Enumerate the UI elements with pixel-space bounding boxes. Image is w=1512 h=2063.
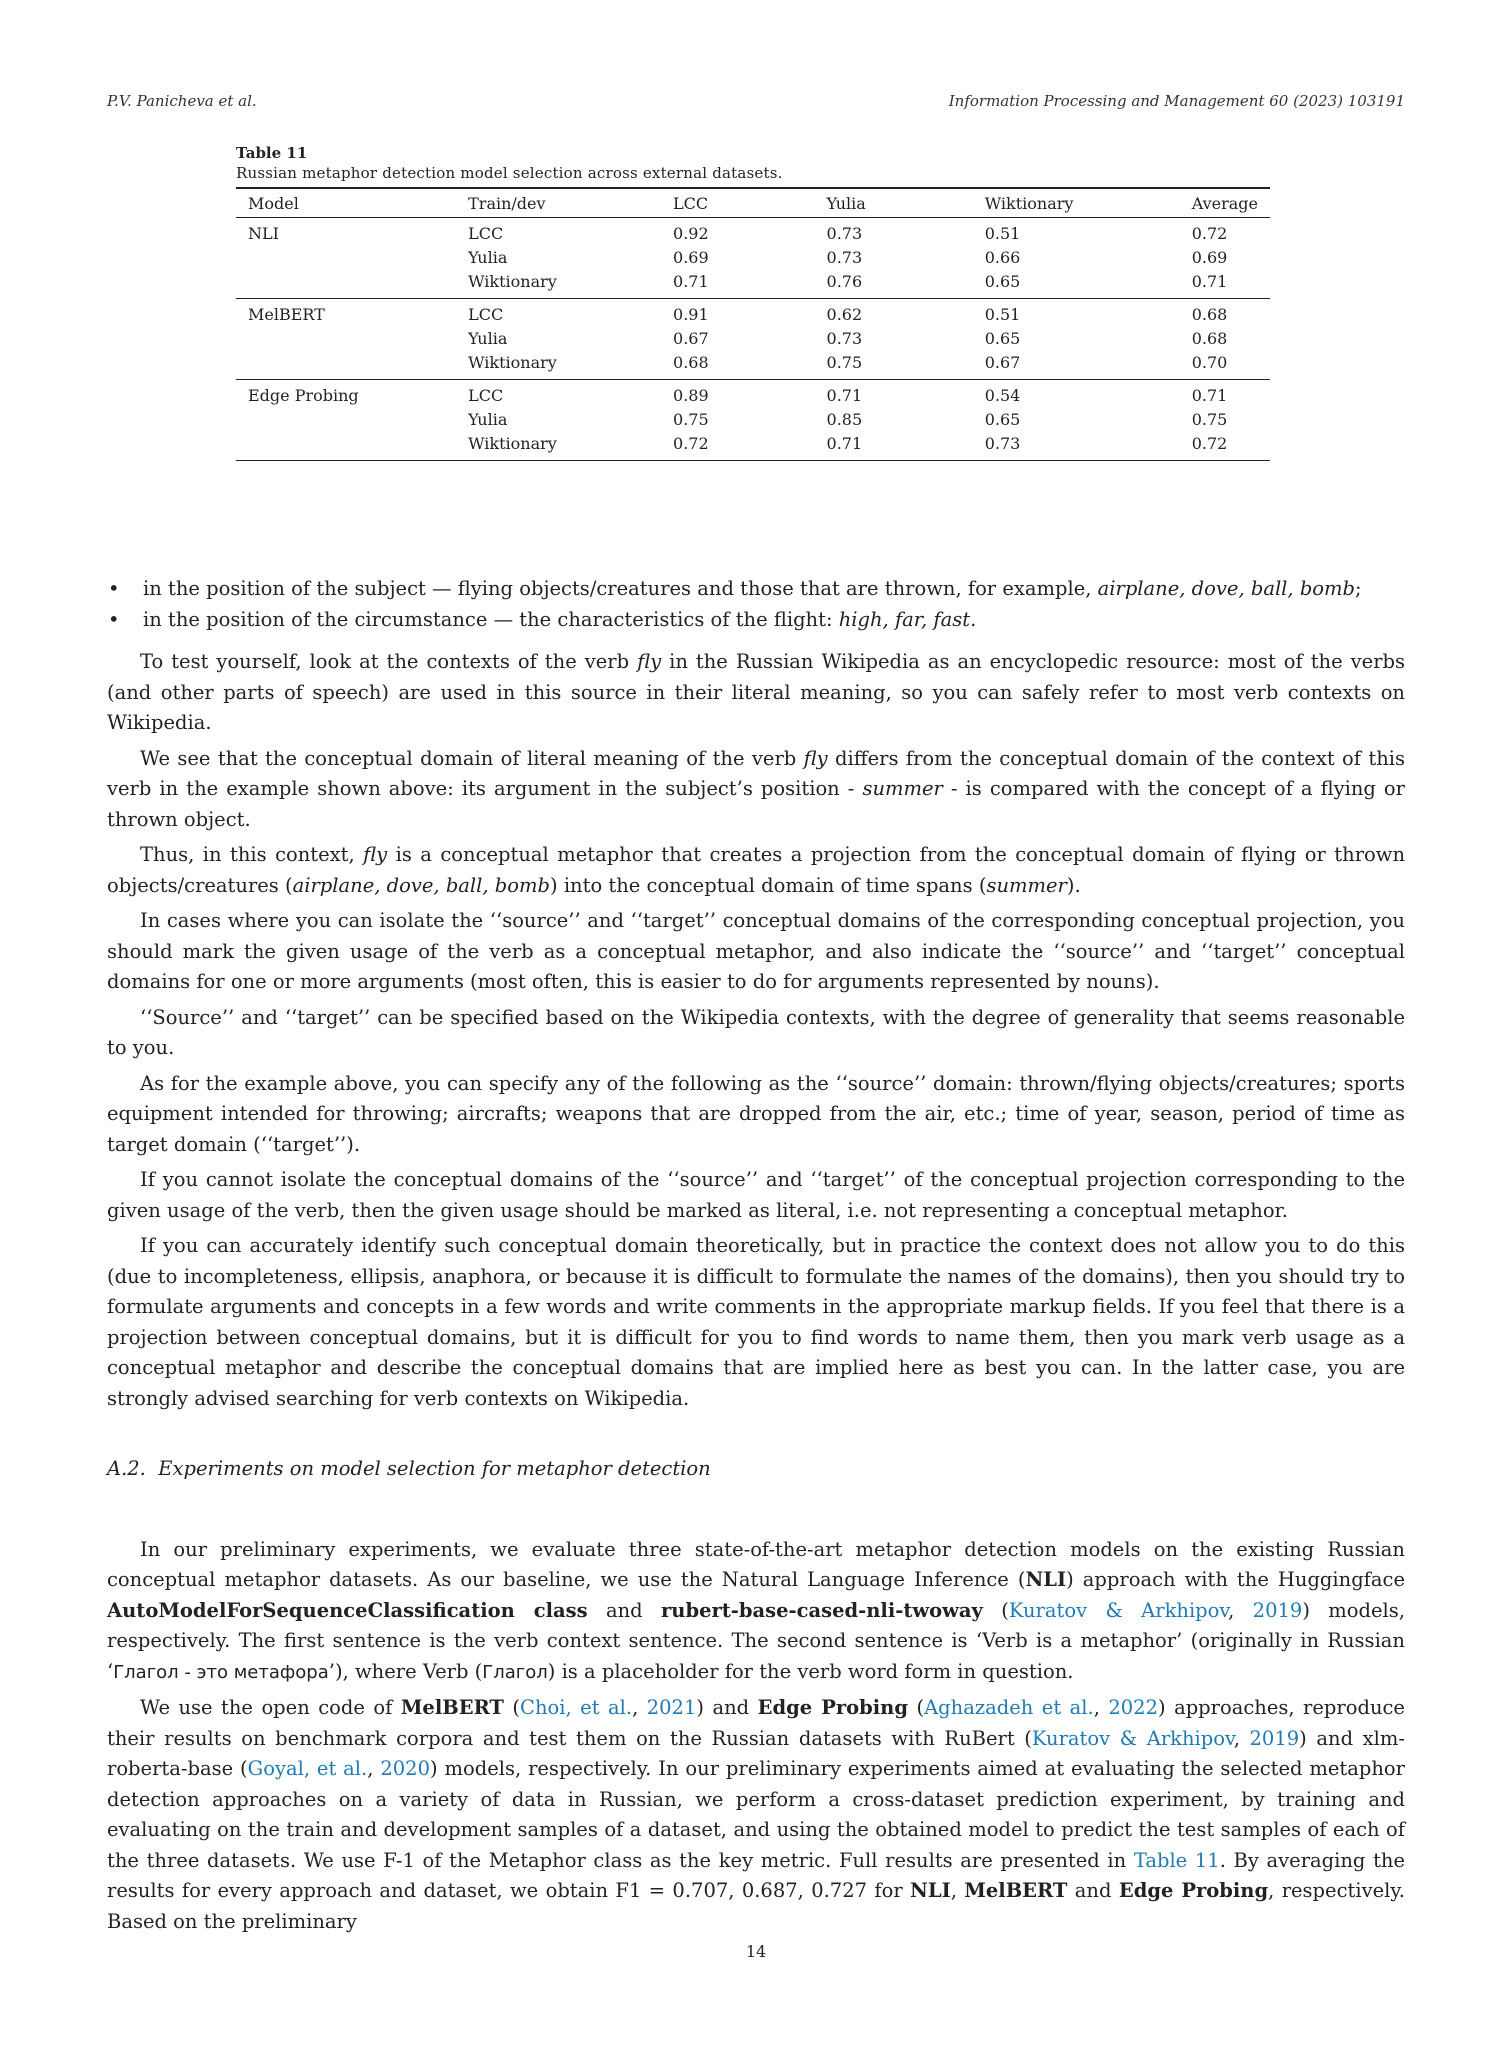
- text-run: ,: [1233, 1726, 1250, 1750]
- table-cell: Wiktionary: [468, 353, 557, 372]
- list-item: [107, 574, 1405, 605]
- text-emphasis: fly: [637, 650, 662, 673]
- text-run: ) models, respectively. In our preliminary experiments aimed at evaluating the selected metaphor detection approaches on a variety of data in Russian, we perform a cross-dataset prediction experiment, by training and evaluating on the train and development samples of a dataset, and using the obtained model to predict the test samples of each of the three datasets. We use F-1 of the Metaphor class as the key metric. Full results are presented in: [107, 1757, 1405, 1872]
- table-cell: LCC: [468, 386, 504, 405]
- column-header: Average: [1191, 194, 1258, 213]
- text-run: ,: [367, 1757, 381, 1780]
- paragraph-literal: If you cannot isolate the conceptual domains of the ‘‘source’’ and ‘‘target’’ of the conceptual projection corresponding to the given usage of the verb, then the given usage should be marked as literal, i.e. not representing a conceptual metaphor.: [107, 1168, 1405, 1222]
- text-bold: AutoModelForSequenceClassification class: [107, 1598, 588, 1622]
- table-reference-link[interactable]: Table 11: [1133, 1848, 1220, 1872]
- table-label: Table 11: [236, 144, 308, 162]
- section-number: A.2.: [107, 1457, 146, 1480]
- paragraph-isolate: In cases where you can isolate the ‘‘source’’ and ‘‘target’’ conceptual domains of the corresponding conceptual projection, you should mark the given usage of the verb as a conceptual metaphor, and also indicate the ‘‘source’’ and ‘‘target’’ conceptual domains for one or more arguments (most often, this is easier to do for arguments represented by nouns).: [107, 909, 1405, 993]
- text-run: ) into the conceptual domain of time spans (: [550, 873, 987, 897]
- text-run: We see that the conceptual domain of literal meaning of the verb: [140, 746, 804, 770]
- table-cell: 0.71: [1191, 272, 1228, 291]
- table-cell: 0.69: [673, 248, 709, 267]
- text-run: ,: [632, 1696, 647, 1719]
- text-bold: NLI: [1025, 1568, 1067, 1591]
- paragraph-open-code: [107, 1693, 1405, 1937]
- text-run: (: [982, 1598, 1009, 1622]
- bullet-text: in the position of the circumstance — the characteristics of the flight:: [143, 607, 839, 631]
- text-run: ) approaches, reproduce their results on benchmark corpora and test them on the Russian datasets with RuBert (: [107, 1696, 1405, 1750]
- text-run: ).: [1066, 873, 1081, 897]
- citation-link[interactable]: 2019: [1252, 1598, 1303, 1622]
- table-cell: 0.68: [1191, 305, 1228, 324]
- table-cell: 0.85: [826, 410, 863, 429]
- table-cell-model: NLI: [248, 224, 279, 243]
- table-cell: 0.65: [984, 410, 1021, 429]
- table-cell: LCC: [468, 224, 504, 243]
- table-cell: Yulia: [468, 248, 508, 267]
- table-row: [236, 380, 1270, 409]
- russian-text: Глагол - это метафора: [113, 1661, 329, 1683]
- text-bold: NLI: [910, 1879, 951, 1902]
- text-run: ’), where Verb (: [328, 1659, 483, 1683]
- text-run: ) models, respectively. The first sentence is the verb context sentence. The second sentence is ‘Verb is a metaphor’ (originally in Russian ‘: [107, 1598, 1405, 1683]
- text-run: To test yourself, look at the contexts of the verb: [140, 650, 638, 673]
- running-head: [107, 92, 1405, 110]
- text-run: - is compared with the concept of a flying or thrown object.: [107, 777, 1405, 831]
- table-caption: Russian metaphor detection model selection across external datasets.: [236, 164, 783, 182]
- column-header: Wiktionary: [984, 194, 1074, 213]
- header-journal: Information Processing and Management 60 (2023) 103191: [948, 92, 1405, 110]
- text-run: (: [908, 1696, 925, 1719]
- table-cell: 0.68: [1191, 329, 1228, 348]
- body-text: [107, 574, 1405, 1942]
- paragraph-source-target: ‘‘Source’’ and ‘‘target’’ can be specified based on the Wikipedia contexts, with the degree of generality that seems reasonable to you.: [107, 1005, 1405, 1059]
- paragraph-theoretical: If you can accurately identify such conceptual domain theoretically, but in practice the context does not allow you to do this (due to incompleteness, ellipsis, anaphora, or because it is difficult to formulate the names of the domains), then you should try to formulate arguments and concepts in a few words and write comments in the appropriate markup fields. If you feel that there is a projection between conceptual domains, but it is difficult for you to find words to name them, then you mark verb usage as a conceptual metaphor and describe the conceptual domains that are implied here as best you can. In the latter case, you are strongly advised searching for verb contexts on Wikipedia.: [107, 1234, 1405, 1410]
- table-cell-model: [236, 408, 456, 432]
- text-run: in the Russian Wikipedia as an encyclopedic resource: most of the verbs (and other parts of speech) are used in this source in their literal meaning, so you can safely refer to most verb contexts on Wikipedia.: [107, 650, 1405, 734]
- table-cell: 0.62: [826, 305, 863, 324]
- table-cell: 0.72: [1191, 434, 1228, 453]
- table-cell: Wiktionary: [468, 434, 557, 453]
- column-header: LCC: [673, 194, 709, 213]
- citation-link[interactable]: 2020: [380, 1757, 430, 1780]
- list-item: [107, 605, 1405, 636]
- table-cell: 0.73: [984, 434, 1021, 453]
- table-cell: 0.71: [826, 386, 863, 405]
- table-cell: 0.65: [984, 329, 1021, 348]
- paragraph-thus: [107, 840, 1405, 901]
- table-cell-model: [236, 432, 456, 461]
- text-run: ,: [950, 1879, 965, 1902]
- table-cell-model: [236, 351, 456, 380]
- table-cell: 0.70: [1191, 353, 1228, 372]
- table-cell: 0.69: [1191, 248, 1228, 267]
- text-run: ,: [1093, 1696, 1109, 1719]
- table-cell: 0.72: [673, 434, 709, 453]
- table-cell: 0.54: [984, 386, 1021, 405]
- table-row: [236, 218, 1270, 247]
- bullet-punct: ;: [1355, 577, 1362, 600]
- citation-link[interactable]: Choi, et al.: [520, 1696, 633, 1719]
- bullet-punct: .: [970, 607, 977, 631]
- text-emphasis: fly: [363, 843, 388, 866]
- bullet-list: [107, 574, 1405, 635]
- text-run: , respectively. Based on the preliminary: [107, 1879, 1405, 1933]
- bullet-dot: •: [108, 607, 120, 631]
- table-row: [236, 408, 1270, 432]
- text-bold: rubert-base-cased-nli-twoway: [661, 1598, 983, 1622]
- table-cell: 0.67: [984, 353, 1021, 372]
- page-number: 14: [745, 1942, 767, 1961]
- table-cell: 0.73: [826, 248, 863, 267]
- table-cell: LCC: [468, 305, 504, 324]
- text-run: We use the open code of: [140, 1696, 401, 1719]
- table-cell-model: [236, 327, 456, 351]
- table-cell: 0.75: [826, 353, 863, 372]
- column-header: Model: [248, 194, 299, 213]
- table-group-edge-probing: [236, 380, 1270, 461]
- paragraph-example: As for the example above, you can specify any of the following as the ‘‘source’’ domain: thrown/flying objects/creatures; sports equipment intended for throwing; aircrafts; weapons that are dropped from the air, etc.; time of year, season, period of time as target domain (‘‘target’’).: [107, 1071, 1405, 1156]
- paragraph-test-yourself: [107, 647, 1405, 739]
- paragraph-conceptual-domain: [107, 744, 1405, 836]
- table-cell: 0.51: [984, 224, 1021, 243]
- text-run: In our preliminary experiments, we evaluate three state-of-the-art metaphor detection models on the existing Russian conceptual metaphor datasets. As our baseline, we use the Natural Language Inference (: [107, 1537, 1405, 1591]
- table-row: [236, 246, 1270, 270]
- text-run: (: [503, 1696, 521, 1719]
- table-group-melbert: [236, 299, 1270, 380]
- table-cell-model: Edge Probing: [248, 386, 359, 405]
- table-cell: 0.73: [826, 224, 863, 243]
- text-run: ,: [1228, 1598, 1253, 1622]
- text-run: ) is a placeholder for the verb word form in question.: [547, 1659, 1074, 1683]
- table-cell: 0.71: [826, 434, 863, 453]
- table-11: [236, 143, 1270, 461]
- table-cell: 0.68: [673, 353, 709, 372]
- table-row: [236, 270, 1270, 299]
- table-row: [236, 432, 1270, 461]
- table-cell: 0.51: [984, 305, 1021, 324]
- text-bold: Edge Probing: [757, 1696, 908, 1719]
- table-cell: 0.75: [1191, 410, 1228, 429]
- table-row: [236, 351, 1270, 380]
- citation-link[interactable]: 2022: [1108, 1696, 1158, 1719]
- section-heading: [107, 1454, 1405, 1485]
- text-run: differs from the conceptual domain of the context of this verb in the example shown above: its argument in the subject’s position -: [107, 746, 1406, 800]
- citation-link[interactable]: Goyal, et al.: [247, 1757, 368, 1780]
- text-run: ) approach with the Huggingface: [1066, 1568, 1405, 1591]
- column-header: Yulia: [826, 194, 866, 213]
- table-cell: 0.71: [1191, 386, 1228, 405]
- table-header-row: [236, 188, 1270, 218]
- text-run: ) and: [696, 1696, 758, 1719]
- text-emphasis: summer: [862, 777, 943, 800]
- citation-link[interactable]: Aghazadeh et al.: [924, 1696, 1094, 1719]
- table-cell: Yulia: [468, 410, 508, 429]
- table-cell-model: MelBERT: [248, 305, 325, 324]
- text-run: and: [587, 1598, 662, 1622]
- table-cell: 0.92: [673, 224, 709, 243]
- text-bold: MelBERT: [400, 1696, 504, 1719]
- table-row: [236, 327, 1270, 351]
- text-run: is a conceptual metaphor that creates a projection from the conceptual domain of flying or thrown objects/creatures (: [107, 843, 1406, 897]
- text-run: ) and xlm-roberta-base (: [107, 1726, 1405, 1780]
- bullet-text: in the position of the subject — flying objects/creatures and those that are thrown, for example,: [143, 577, 1098, 600]
- text-bold: Edge Probing: [1118, 1879, 1269, 1902]
- header-authors: P.V. Panicheva et al.: [107, 92, 257, 110]
- text-run: . By averaging the results for every approach and dataset, we obtain F1 = 0.707, 0.687, 0.727 for: [107, 1848, 1405, 1902]
- table-cell: 0.75: [673, 410, 709, 429]
- table-cell-model: [236, 270, 456, 299]
- citation-link[interactable]: 2019: [1249, 1726, 1300, 1750]
- text-emphasis: summer: [986, 873, 1067, 897]
- text-run: Thus, in this context,: [140, 843, 364, 866]
- table-cell: 0.73: [826, 329, 863, 348]
- table-cell: 0.89: [673, 386, 709, 405]
- bullet-dot: •: [108, 577, 120, 600]
- table-cell: 0.66: [984, 248, 1021, 267]
- bullet-emphasis: high, far, fast: [838, 607, 971, 631]
- table-cell: 0.72: [1191, 224, 1228, 243]
- table-cell: 0.67: [673, 329, 709, 348]
- table-cell: 0.71: [673, 272, 709, 291]
- russian-text: Глагол: [482, 1661, 548, 1683]
- table-cell-model: [236, 246, 456, 270]
- results-table: [236, 187, 1270, 461]
- text-bold: MelBERT: [964, 1879, 1068, 1902]
- citation-link[interactable]: Kuratov & Arkhipov: [1031, 1726, 1234, 1750]
- paragraph-preliminary: [107, 1535, 1405, 1689]
- table-group-nli: [236, 218, 1270, 299]
- text-run: and: [1067, 1879, 1119, 1902]
- section-title: Experiments on model selection for metaphor detection: [158, 1457, 711, 1480]
- column-header: Train/dev: [468, 194, 546, 213]
- table-cell: Wiktionary: [468, 272, 557, 291]
- table-row: [236, 299, 1270, 328]
- text-emphasis: airplane, dove, ball, bomb: [292, 873, 551, 897]
- table-cell: Yulia: [468, 329, 508, 348]
- citation-link[interactable]: Kuratov & Arkhipov: [1008, 1598, 1229, 1622]
- text-emphasis: fly: [803, 746, 828, 770]
- table-cell: 0.91: [673, 305, 709, 324]
- table-cell: 0.76: [826, 272, 863, 291]
- table-cell: 0.65: [984, 272, 1021, 291]
- citation-link[interactable]: 2021: [646, 1696, 697, 1719]
- bullet-emphasis: airplane, dove, ball, bomb: [1097, 577, 1356, 600]
